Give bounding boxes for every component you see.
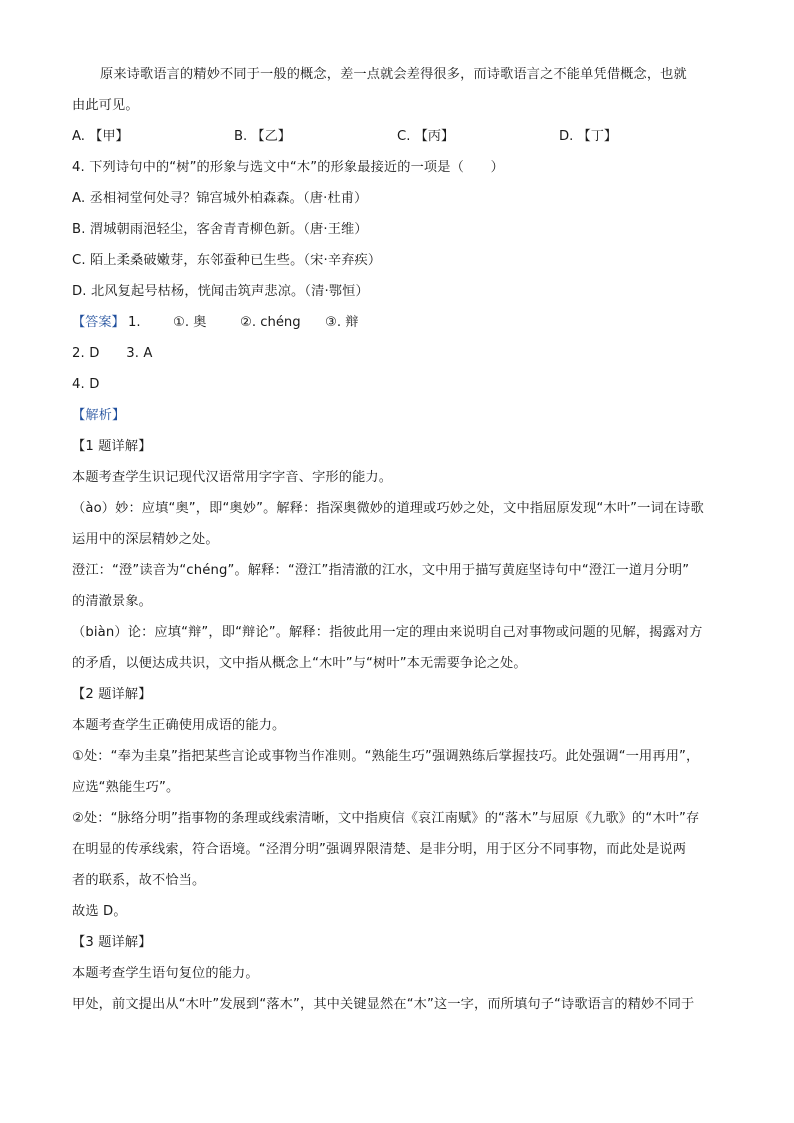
paragraph-line: 故选 D。 <box>72 904 127 919</box>
q3-options <box>72 127 752 147</box>
paragraph-line: 本题考查学生识记现代汉语常用字字音、字形的能力。 <box>72 470 393 485</box>
section-heading-3: 【3 题详解】 <box>72 935 152 950</box>
paragraph-line: （ào）妙：应填“奥”，即“奥妙”。解释：指深奥微妙的道理或巧妙之处，文中指屈原发现“木叶”一词在诗歌 <box>72 501 704 516</box>
paragraph-line: 本题考查学生语句复位的能力。 <box>72 966 259 981</box>
section-heading-2: 【2 题详解】 <box>72 687 152 702</box>
question-4: 4. 下列诗句中的“树”的形象与选文中“木”的形象最接近的一项是（ ） <box>72 160 504 175</box>
paragraph-line: 的矛盾，以便达成共识，文中指从概念上“木叶”与“树叶”本无需要争论之处。 <box>72 656 527 671</box>
answer-1-1: ①. 奥 <box>173 315 207 330</box>
answer-q1-number: 1. <box>128 315 141 330</box>
answer-2-3: 2. D 3. A <box>72 346 153 361</box>
option-c: C. 【丙】 <box>397 129 455 144</box>
paragraph-line: 甲处，前文提出从“木叶”发展到“落木”，其中关键显然在“木”这一字，而所填句子“诗歌语言的精妙不同于 <box>72 997 695 1012</box>
paragraph-line: 应选“熟能生巧”。 <box>72 780 180 795</box>
paragraph-line: 运用中的深层精妙之处。 <box>72 532 219 547</box>
answer-label: 【答案】 <box>72 315 125 330</box>
q4-option-b: B. 渭城朝雨浥轻尘，客舍青青柳色新。（唐·王维） <box>72 222 368 237</box>
paragraph-line: 者的联系，故不恰当。 <box>72 873 206 888</box>
paragraph-line: 的清澈景象。 <box>72 594 153 609</box>
paragraph-line: 由此可见。 <box>72 98 139 113</box>
paragraph-line: 原来诗歌语言的精妙不同于一般的概念，差一点就会差得很多，而诗歌语言之不能单凭借概念，也就 <box>100 67 687 82</box>
q4-option-c: C. 陌上柔桑破嫩芽，东邻蚕种已生些。（宋·辛弃疾） <box>72 253 382 268</box>
answer-4: 4. D <box>72 377 100 392</box>
paragraph-line: 澄江：“澄”读音为“chéng”。解释：“澄江”指清澈的江水，文中用于描写黄庭坚诗句中“澄江一道月分明” <box>72 563 690 578</box>
section-heading-1: 【1 题详解】 <box>72 439 152 454</box>
answer-1-2: ②. chéng <box>240 315 301 330</box>
option-b: B. 【乙】 <box>234 129 291 144</box>
option-a: A. 【甲】 <box>72 129 129 144</box>
q4-option-d: D. 北风复起号枯杨，恍闻击筑声悲凉。（清·鄂恒） <box>72 284 369 299</box>
answer-1-3: ③. 辩 <box>325 315 359 330</box>
q4-option-a: A. 丞相祠堂何处寻？锦宫城外柏森森。（唐·杜甫） <box>72 191 368 206</box>
paragraph-line: ②处：“脉络分明”指事物的条理或线索清晰，文中指庾信《哀江南赋》的“落木”与屈原《九歌》的“木叶”存 <box>72 811 700 826</box>
option-d: D. 【丁】 <box>559 129 618 144</box>
paragraph-line: 在明显的传承线索，符合语境。“泾渭分明”强调界限清楚、是非分明，用于区分不同事物，而此处是说两 <box>72 842 687 857</box>
paragraph-line: ①处：“奉为圭臬”指把某些言论或事物当作准则。“熟能生巧”强调熟练后掌握技巧。此处强调“一用再用”， <box>72 749 700 764</box>
analysis-label: 【解析】 <box>72 408 126 423</box>
answer-row <box>72 313 392 333</box>
paragraph-line: （biàn）论：应填“辩”，即“辩论”。解释：指彼此用一定的理由来说明自己对事物或问题的见解，揭露对方 <box>72 625 703 640</box>
paragraph-line: 本题考查学生正确使用成语的能力。 <box>72 718 286 733</box>
